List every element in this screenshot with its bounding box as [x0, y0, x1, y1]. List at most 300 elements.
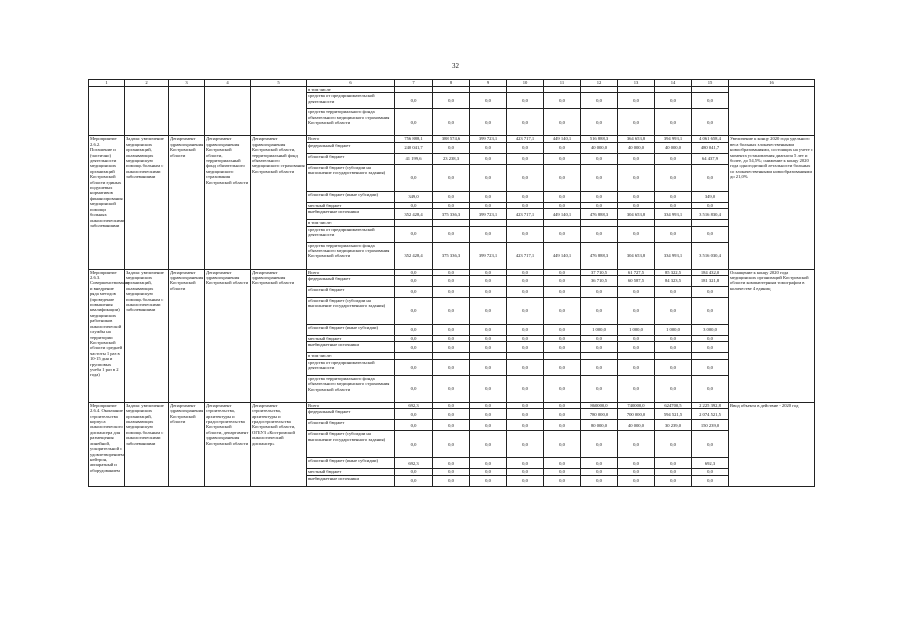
funding-source-cell: областной бюджет — [307, 420, 395, 431]
value-cell: 0,0 — [655, 475, 692, 486]
value-cell: 516 888,3 — [581, 136, 618, 142]
value-cell: 0,0 — [433, 325, 470, 336]
executor-cell: Департамент здравоохранения Костромской области — [169, 269, 205, 402]
funding-source-cell: местный бюджет — [307, 202, 395, 208]
value-cell: 0,0 — [507, 287, 544, 298]
column-number-cell: 7 — [395, 80, 433, 87]
executor-cell: Департамент здравоохранения Костромской области — [169, 402, 205, 486]
value-cell: 449 140,1 — [544, 242, 581, 269]
value-cell: 334 993,1 — [655, 242, 692, 269]
value-cell: 0,0 — [507, 164, 544, 191]
value-cell: 0,0 — [507, 375, 544, 402]
value-cell: 388 574,6 — [433, 136, 470, 142]
value-cell: 3 000,0 — [692, 325, 729, 336]
empty-cell — [729, 87, 815, 136]
value-cell: 84 323,5 — [655, 276, 692, 287]
table-row — [89, 402, 815, 408]
value-cell: 0,0 — [395, 298, 433, 325]
value-cell: 480 041,7 — [692, 142, 729, 153]
value-cell: 0,0 — [544, 458, 581, 469]
value-cell: 0,0 — [618, 458, 655, 469]
value-cell: 0,0 — [544, 153, 581, 164]
value-cell: 780 000,0 — [581, 409, 618, 420]
value-cell: 0,0 — [692, 298, 729, 325]
value-cell: 0,0 — [395, 109, 433, 136]
value-cell: 0,0 — [581, 153, 618, 164]
empty-cell — [125, 87, 169, 136]
value-cell: 0,0 — [692, 336, 729, 342]
funding-source-cell: областной бюджет (иные субсидии) — [307, 191, 395, 202]
value-cell: 0,0 — [433, 402, 470, 408]
value-cell: 40 000,0 — [655, 142, 692, 153]
value-cell: 449 140,1 — [544, 209, 581, 220]
value-cell: 4 061 658,4 — [692, 136, 729, 142]
empty-cell — [89, 87, 125, 136]
value-cell: 0,0 — [507, 142, 544, 153]
value-cell: 0,0 — [544, 420, 581, 431]
value-cell: 3 516 830,4 — [692, 209, 729, 220]
value-cell: 0,0 — [433, 359, 470, 375]
value-cell: 0,0 — [507, 325, 544, 336]
value-cell: 37 710,5 — [581, 269, 618, 275]
value-cell: 0,0 — [470, 469, 507, 475]
value-cell: 0,0 — [470, 191, 507, 202]
value-cell: 0,0 — [692, 469, 729, 475]
value-cell: 700 000,0 — [618, 409, 655, 420]
value-cell: 0,0 — [395, 202, 433, 208]
value-cell: 0,0 — [581, 342, 618, 353]
recipient-cell: Департамент здравоохранения Костромской области — [251, 269, 307, 402]
value-cell: 0,0 — [581, 226, 618, 242]
value-cell: 399 723,1 — [470, 209, 507, 220]
value-cell: 0,0 — [581, 469, 618, 475]
value-cell: 0,0 — [544, 469, 581, 475]
value-cell: 0,0 — [655, 431, 692, 458]
value-cell: 0,0 — [395, 409, 433, 420]
value-cell: 2 074 521,5 — [692, 409, 729, 420]
value-cell: 0,0 — [433, 142, 470, 153]
value-cell: 0,0 — [618, 287, 655, 298]
value-cell: 0,0 — [544, 226, 581, 242]
column-number-cell: 10 — [507, 80, 544, 87]
recipient-cell: Департамент строительства, архитектуры и градостроительства Костромской области, ОГБУЗ «Костромской онкологический диспансер» — [251, 402, 307, 486]
value-cell: 399 723,1 — [470, 136, 507, 142]
column-number-cell: 14 — [655, 80, 692, 87]
value-cell: 0,0 — [433, 336, 470, 342]
empty-cell — [251, 87, 307, 136]
value-cell: 349,0 — [692, 191, 729, 202]
value-cell: 0,0 — [433, 269, 470, 275]
value-cell: 0,0 — [470, 164, 507, 191]
funding-source-cell: в том числе — [307, 87, 395, 93]
funding-source-cell: в том числе: — [307, 353, 395, 359]
value-cell: 1 000,0 — [655, 325, 692, 336]
funding-source-cell: средства от предпринимательской деятельности — [307, 93, 395, 109]
value-cell: 0,0 — [507, 402, 544, 408]
value-cell: 0,0 — [692, 359, 729, 375]
funding-source-cell: областной бюджет (субсидии на выполнение государственного задания) — [307, 431, 395, 458]
value-cell: 64 437,9 — [692, 153, 729, 164]
value-cell: 0,0 — [655, 298, 692, 325]
value-cell: 624700,5 — [655, 402, 692, 408]
value-cell: 0,0 — [507, 458, 544, 469]
value-cell: 184 432,0 — [692, 269, 729, 275]
value-cell: 0,0 — [618, 226, 655, 242]
value-cell: 0,0 — [581, 164, 618, 191]
funding-source-cell: внебюджетные источники — [307, 342, 395, 353]
value-cell: 375 336,3 — [433, 209, 470, 220]
task-cell: Задача: увеличение медицинских организаций, оказывающих медицинскую помощь больным с онкологическими заболеваниями — [125, 136, 169, 269]
value-cell: 0,0 — [395, 226, 433, 242]
value-cell: 0,0 — [544, 359, 581, 375]
value-cell: 0,0 — [618, 109, 655, 136]
value-cell: 0,0 — [507, 336, 544, 342]
task-cell: Задача: увеличение медицинских организаций, оказывающих медицинскую помощь больным с онкологическими заболеваниями — [125, 269, 169, 402]
value-cell: 80 000,0 — [581, 420, 618, 431]
funding-source-cell: средства территориального фонда обязательного медицинского страхования Костромской области — [307, 375, 395, 402]
value-cell: 0,0 — [433, 226, 470, 242]
column-number-cell: 6 — [307, 80, 395, 87]
value-cell: 0,0 — [581, 375, 618, 402]
value-cell: 0,0 — [544, 409, 581, 420]
value-cell: 0,0 — [470, 202, 507, 208]
column-number-cell: 13 — [618, 80, 655, 87]
value-cell: 0,0 — [581, 359, 618, 375]
column-number-cell: 3 — [169, 80, 205, 87]
value-cell: 352 428,4 — [395, 209, 433, 220]
expected-result-cell: Оснащение к концу 2020 года медицинских организаций Костромской области компьютерным томографом в количестве 4 единиц — [729, 269, 815, 402]
funding-source-cell: местный бюджет — [307, 469, 395, 475]
value-cell: 0,0 — [507, 269, 544, 275]
value-cell: 0,0 — [581, 202, 618, 208]
value-cell: 0,0 — [433, 298, 470, 325]
value-cell: 0,0 — [544, 276, 581, 287]
funding-source-cell: областной бюджет — [307, 287, 395, 298]
value-cell: 860000,0 — [581, 402, 618, 408]
task-cell: Задача: увеличение медицинских организаций, оказывающих медицинскую помощь больным с онкологическими заболеваниями — [125, 402, 169, 486]
value-cell: 0,0 — [470, 269, 507, 275]
budget-table-sheet — [88, 79, 814, 487]
funding-source-cell: областной бюджет (субсидии на выполнение государственного задания) — [307, 164, 395, 191]
value-cell: 399 723,1 — [470, 242, 507, 269]
value-cell: 0,0 — [544, 202, 581, 208]
value-cell: 0,0 — [507, 109, 544, 136]
value-cell: 0,0 — [618, 469, 655, 475]
budget-table — [88, 79, 815, 487]
value-cell: 0,0 — [470, 375, 507, 402]
value-cell: 364 653,8 — [618, 136, 655, 142]
value-cell: 0,0 — [544, 298, 581, 325]
value-cell: 0,0 — [507, 475, 544, 486]
value-cell: 0,0 — [618, 93, 655, 109]
column-number-row — [89, 80, 815, 87]
value-cell: 0,0 — [470, 153, 507, 164]
value-cell: 30 239,0 — [655, 420, 692, 431]
value-cell: 304 653,8 — [618, 209, 655, 220]
column-number-cell: 2 — [125, 80, 169, 87]
coexecutor-cell: Департамент здравоохранения Костромской области, территориальный фонд обязательного медицинского страхования Костромской области — [205, 136, 251, 269]
funding-source-cell: средства от предпринимательской деятельности — [307, 359, 395, 375]
value-cell: 0,0 — [581, 336, 618, 342]
value-cell: 0,0 — [470, 431, 507, 458]
value-cell: 0,0 — [395, 336, 433, 342]
value-cell: 0,0 — [618, 202, 655, 208]
value-cell: 0,0 — [581, 109, 618, 136]
value-cell: 0,0 — [470, 226, 507, 242]
table-row — [89, 269, 815, 275]
column-number-cell: 5 — [251, 80, 307, 87]
value-cell: 0,0 — [692, 93, 729, 109]
value-cell: 0,0 — [433, 409, 470, 420]
value-cell: 60 587,5 — [618, 276, 655, 287]
value-cell: 0,0 — [433, 202, 470, 208]
value-cell: 0,0 — [433, 458, 470, 469]
value-cell: 0,0 — [618, 431, 655, 458]
value-cell: 0,0 — [433, 475, 470, 486]
value-cell: 0,0 — [692, 109, 729, 136]
value-cell: 0,0 — [692, 226, 729, 242]
value-cell: 0,0 — [544, 431, 581, 458]
value-cell: 0,0 — [433, 420, 470, 431]
column-number-cell: 1 — [89, 80, 125, 87]
value-cell: 0,0 — [544, 375, 581, 402]
value-cell: 0,0 — [395, 164, 433, 191]
value-cell: 0,0 — [395, 325, 433, 336]
value-cell: 0,0 — [433, 164, 470, 191]
value-cell: 0,0 — [581, 287, 618, 298]
value-cell: 0,0 — [507, 420, 544, 431]
value-cell: 0,0 — [544, 402, 581, 408]
coexecutor-cell: Департамент строительства, архитектуры и градостроительства Костромской области, департамент здравоохранения Костромской области — [205, 402, 251, 486]
value-cell: 0,0 — [655, 153, 692, 164]
value-cell: 0,0 — [395, 431, 433, 458]
value-cell: 40 000,0 — [618, 420, 655, 431]
value-cell: 0,0 — [581, 431, 618, 458]
value-cell: 0,0 — [507, 409, 544, 420]
column-number-cell: 15 — [692, 80, 729, 87]
value-cell: 0,0 — [470, 475, 507, 486]
value-cell: 0,0 — [692, 431, 729, 458]
value-cell: 0,0 — [655, 287, 692, 298]
column-number-cell: 12 — [581, 80, 618, 87]
value-cell: 0,0 — [618, 359, 655, 375]
value-cell: 0,0 — [507, 469, 544, 475]
value-cell: 0,0 — [470, 458, 507, 469]
value-cell: 0,0 — [470, 402, 507, 408]
value-cell: 423 717,1 — [507, 242, 544, 269]
funding-source-cell: местный бюджет — [307, 336, 395, 342]
value-cell: 0,0 — [655, 336, 692, 342]
value-cell: 0,0 — [544, 164, 581, 191]
measure-name-cell: Мероприятие 2.6.3. Совершенствование и внедрение ряда методов (проведение повышения квалификации) медицинских работников онкологической службы на территории Костромской области средней частоты 1 раз в 10-15 дня и групповых учеба 1 раз в 2 года) — [89, 269, 125, 402]
value-cell: 449 140,1 — [544, 136, 581, 142]
value-cell: 692,3 — [395, 458, 433, 469]
value-cell: 0,0 — [507, 226, 544, 242]
value-cell: 0,0 — [470, 93, 507, 109]
value-cell: 0,0 — [470, 109, 507, 136]
value-cell: 0,0 — [395, 342, 433, 353]
funding-source-cell: областной бюджет — [307, 153, 395, 164]
empty-cell — [169, 87, 205, 136]
value-cell: 375 336,3 — [433, 242, 470, 269]
value-cell: 40 000,0 — [618, 142, 655, 153]
value-cell: 0,0 — [544, 325, 581, 336]
value-cell: 394 993,1 — [655, 136, 692, 142]
value-cell: 0,0 — [395, 276, 433, 287]
funding-source-cell: внебюджетные источники — [307, 209, 395, 220]
value-cell: 0,0 — [544, 342, 581, 353]
value-cell: 756 888,1 — [395, 136, 433, 142]
value-cell: 0,0 — [470, 298, 507, 325]
executor-cell: Департамент здравоохранения Костромской области — [169, 136, 205, 269]
value-cell: 0,0 — [692, 164, 729, 191]
value-cell: 0,0 — [618, 475, 655, 486]
value-cell: 349,0 — [395, 191, 433, 202]
page-number: 32 — [452, 62, 459, 70]
value-cell: 0,0 — [692, 287, 729, 298]
value-cell: 36 710,5 — [581, 276, 618, 287]
value-cell: 0,0 — [581, 458, 618, 469]
value-cell: 423 717,1 — [507, 209, 544, 220]
value-cell: 0,0 — [655, 164, 692, 191]
value-cell: 0,0 — [692, 202, 729, 208]
value-cell: 0,0 — [507, 359, 544, 375]
funding-source-cell: внебюджетные источники — [307, 475, 395, 486]
value-cell: 0,0 — [395, 269, 433, 275]
value-cell: 692,3 — [692, 458, 729, 469]
value-cell: 0,0 — [544, 142, 581, 153]
value-cell: 0,0 — [395, 287, 433, 298]
funding-source-cell: в том числе: — [307, 220, 395, 226]
value-cell: 0,0 — [507, 202, 544, 208]
funding-source-cell: областной бюджет (субсидии на выполнение государственного задания) — [307, 298, 395, 325]
funding-source-cell: федеральный бюджет — [307, 142, 395, 153]
value-cell: 304 653,8 — [618, 242, 655, 269]
value-cell: 0,0 — [581, 191, 618, 202]
value-cell: 0,0 — [470, 142, 507, 153]
value-cell: 0,0 — [433, 287, 470, 298]
value-cell: 0,0 — [470, 325, 507, 336]
value-cell: 0,0 — [395, 475, 433, 486]
value-cell: 150 239,0 — [692, 420, 729, 431]
value-cell: 0,0 — [618, 336, 655, 342]
value-cell: 0,0 — [544, 269, 581, 275]
value-cell: 0,0 — [395, 359, 433, 375]
value-cell: 0,0 — [433, 191, 470, 202]
funding-source-cell: областной бюджет (иные субсидии) — [307, 458, 395, 469]
value-cell: 0,0 — [544, 109, 581, 136]
value-cell: 0,0 — [581, 298, 618, 325]
measure-name-cell: Мероприятие 2.6.2. Погашение и (частично) деятельности медицинских организаций Костромской области единых подушевых нормативов финансирования медицинской помощи больных онкологическими заболеваниями — [89, 136, 125, 269]
value-cell: 0,0 — [433, 342, 470, 353]
value-cell: 594 521,5 — [655, 409, 692, 420]
value-cell: 0,0 — [618, 298, 655, 325]
value-cell: 3 516 030,4 — [692, 242, 729, 269]
expected-result-cell: Ввод объекта в действие - 2020 год — [729, 402, 815, 486]
value-cell: 40 000,0 — [581, 142, 618, 153]
value-cell: 0,0 — [395, 469, 433, 475]
value-cell: 0,0 — [507, 276, 544, 287]
value-cell: 181 321,8 — [692, 276, 729, 287]
funding-source-cell: Всего — [307, 136, 395, 142]
value-cell: 0,0 — [507, 342, 544, 353]
value-cell: 0,0 — [507, 298, 544, 325]
value-cell: 692,3 — [395, 402, 433, 408]
funding-source-cell: средства территориального фонда обязательного медицинского страхования Костромской области — [307, 109, 395, 136]
column-number-cell: 9 — [470, 80, 507, 87]
value-cell: 1 000,0 — [581, 325, 618, 336]
value-cell: 0,0 — [470, 420, 507, 431]
value-cell: 0,0 — [692, 342, 729, 353]
value-cell: 0,0 — [470, 359, 507, 375]
value-cell: 0,0 — [470, 276, 507, 287]
value-cell: 0,0 — [433, 276, 470, 287]
value-cell: 0,0 — [618, 191, 655, 202]
value-cell: 0,0 — [692, 375, 729, 402]
value-cell: 0,0 — [433, 93, 470, 109]
value-cell: 0,0 — [507, 93, 544, 109]
value-cell: 0,0 — [395, 375, 433, 402]
funding-source-cell: средства территориального фонда обязательного медицинского страхования Костромской области — [307, 242, 395, 269]
value-cell: 0,0 — [544, 93, 581, 109]
value-cell: 0,0 — [507, 153, 544, 164]
value-cell: 0,0 — [655, 93, 692, 109]
value-cell: 0,0 — [433, 109, 470, 136]
value-cell: 423 717,1 — [507, 136, 544, 142]
value-cell: 0,0 — [655, 109, 692, 136]
value-cell: 0,0 — [470, 336, 507, 342]
value-cell: 476 888,3 — [581, 209, 618, 220]
value-cell: 0,0 — [655, 375, 692, 402]
value-cell: 1 000,0 — [618, 325, 655, 336]
funding-source-cell: областной бюджет (иные субсидии) — [307, 325, 395, 336]
value-cell: 0,0 — [655, 202, 692, 208]
value-cell: 0,0 — [618, 342, 655, 353]
value-cell: 0,0 — [692, 475, 729, 486]
value-cell: 0,0 — [470, 409, 507, 420]
value-cell: 0,0 — [470, 342, 507, 353]
value-cell: 0,0 — [433, 375, 470, 402]
value-cell: 0,0 — [433, 469, 470, 475]
value-cell: 0,0 — [544, 191, 581, 202]
expected-result-cell: Увеличение к концу 2020 года удельного веса больных злокачественными новообразованиями, состоящих на учете с момента установления диагноза 5 лет и более, до 54,5%; снижение к концу 2020 года одногодичной летальности больных со злокачественными новообразованиями до 21,0% — [729, 136, 815, 269]
value-cell: 334 993,1 — [655, 209, 692, 220]
value-cell: 0,0 — [581, 93, 618, 109]
column-number-cell: 4 — [205, 80, 251, 87]
column-number-cell: 11 — [544, 80, 581, 87]
value-cell: 0,0 — [618, 153, 655, 164]
funding-source-cell: Всего — [307, 269, 395, 275]
column-number-cell: 16 — [729, 80, 815, 87]
value-cell: 0,0 — [618, 164, 655, 191]
value-cell: 0,0 — [395, 93, 433, 109]
value-cell: 85 322,5 — [655, 269, 692, 275]
value-cell: 0,0 — [507, 191, 544, 202]
value-cell: 23 238,3 — [433, 153, 470, 164]
value-cell: 2 225 392,8 — [692, 402, 729, 408]
funding-source-cell: федеральный бюджет — [307, 276, 395, 287]
value-cell: 0,0 — [433, 431, 470, 458]
value-cell: 240 041,7 — [395, 142, 433, 153]
value-cell: 476 888,3 — [581, 242, 618, 269]
value-cell: 0,0 — [655, 342, 692, 353]
value-cell: 41 199,6 — [395, 153, 433, 164]
value-cell: 0,0 — [655, 359, 692, 375]
value-cell: 0,0 — [655, 469, 692, 475]
value-cell: 0,0 — [544, 287, 581, 298]
value-cell: 0,0 — [544, 336, 581, 342]
value-cell: 740000,0 — [618, 402, 655, 408]
